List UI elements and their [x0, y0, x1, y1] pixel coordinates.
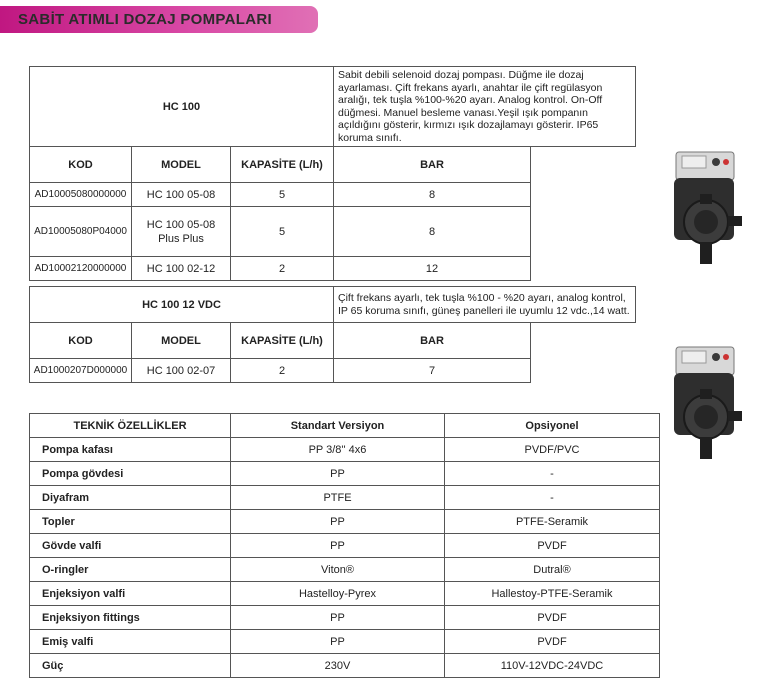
spec-optional: PVDF — [445, 606, 660, 630]
spec-label: Pompa gövdesi — [30, 462, 231, 486]
spec-label: Enjeksiyon valfi — [30, 582, 231, 606]
cell-kod: AD10002120000000 — [30, 257, 132, 281]
col-header-kapasite: KAPASİTE (L/h) — [231, 323, 334, 359]
spec-standard: 230V — [231, 654, 445, 678]
col-header-kod: KOD — [30, 323, 132, 359]
hc100-12vdc-table — [29, 286, 636, 383]
cell-kapasite: 2 — [231, 257, 334, 281]
cell-bar: 12 — [334, 257, 531, 281]
spec-optional: 110V-12VDC-24VDC — [445, 654, 660, 678]
product-name: HC 100 12 VDC — [30, 287, 334, 323]
spec-standard: Hastelloy-Pyrex — [231, 582, 445, 606]
cell-kapasite: 5 — [231, 207, 334, 257]
spec-optional: - — [445, 462, 660, 486]
cell-model: HC 100 02-12 — [132, 257, 231, 281]
table-row — [30, 438, 660, 462]
col-header-bar: BAR — [334, 147, 531, 183]
pump-photo-hc100 — [664, 150, 744, 272]
spec-standard: PP — [231, 606, 445, 630]
table-row — [30, 486, 660, 510]
cell-bar: 8 — [334, 183, 531, 207]
cell-bar: 7 — [334, 359, 531, 383]
spec-label: Güç — [30, 654, 231, 678]
spec-standard: PP — [231, 630, 445, 654]
table-row — [30, 257, 636, 281]
spec-standard: PP — [231, 462, 445, 486]
cell-bar: 8 — [334, 207, 531, 257]
spec-standard: PP — [231, 510, 445, 534]
technical-specs-table — [29, 413, 660, 678]
spec-optional: PVDF — [445, 534, 660, 558]
spec-optional: PTFE-Seramik — [445, 510, 660, 534]
section-title: SABİT ATIMLI DOZAJ POMPALARI — [18, 11, 272, 28]
table-row — [30, 183, 636, 207]
spec-standard: PP — [231, 534, 445, 558]
spec-label: Emiş valfi — [30, 630, 231, 654]
cell-model: HC 100 05-08 Plus Plus — [132, 207, 231, 257]
col-header-specs: TEKNİK ÖZELLİKLER — [30, 414, 231, 438]
col-header-optional: Opsiyonel — [445, 414, 660, 438]
spec-label: Gövde valfi — [30, 534, 231, 558]
spec-optional: Dutral® — [445, 558, 660, 582]
table-row — [30, 534, 660, 558]
table-row — [30, 462, 660, 486]
spec-optional: - — [445, 486, 660, 510]
col-header-kapasite: KAPASİTE (L/h) — [231, 147, 334, 183]
cell-model: HC 100 02-07 — [132, 359, 231, 383]
table-row — [30, 558, 660, 582]
spec-standard: PTFE — [231, 486, 445, 510]
cell-kod: AD10005080P04000 — [30, 207, 132, 257]
hc100-table — [29, 66, 636, 281]
spec-label: Enjeksiyon fittings — [30, 606, 231, 630]
spec-label: Diyafram — [30, 486, 231, 510]
table-row — [30, 654, 660, 678]
spec-label: Pompa kafası — [30, 438, 231, 462]
table-row — [30, 510, 660, 534]
cell-kapasite: 5 — [231, 183, 334, 207]
col-header-model: MODEL — [132, 323, 231, 359]
table-row — [30, 359, 636, 383]
spec-label: Topler — [30, 510, 231, 534]
spec-standard: PP 3/8'' 4x6 — [231, 438, 445, 462]
spec-standard: Viton® — [231, 558, 445, 582]
section-banner — [0, 6, 318, 33]
table-row — [30, 630, 660, 654]
cell-kapasite: 2 — [231, 359, 334, 383]
spec-optional: PVDF — [445, 630, 660, 654]
pump-photo-hc100-12vdc — [664, 345, 744, 467]
cell-model: HC 100 05-08 — [132, 183, 231, 207]
col-header-standard: Standart Versiyon — [231, 414, 445, 438]
spec-label: O-ringler — [30, 558, 231, 582]
product-description: Sabit debili selenoid dozaj pompası. Düğme ile dozaj ayarlaması. Çift frekans ayarlı, anahtar ile çift regülasyon aralığı, tek tuşla %100-%20 ayarı. Analog kontrol. On-Off düğmesi. Manuel besleme vanası.Yeşil ışık pompanın açıldığını gösterir, kırmızı ışık dozajlamayı gösterir. IP65 koruma sınıfı. — [334, 67, 636, 147]
col-header-bar: BAR — [334, 323, 531, 359]
product-description: Çift frekans ayarlı, tek tuşla %100 - %20 ayarı, analog kontrol, IP 65 koruma sınıfı, güneş panelleri ile uyumlu 12 vdc.,14 watt. — [334, 287, 636, 323]
col-header-model: MODEL — [132, 147, 231, 183]
cell-kod: AD10005080000000 — [30, 183, 132, 207]
spec-optional: PVDF/PVC — [445, 438, 660, 462]
spec-optional: Hallestoy-PTFE-Seramik — [445, 582, 660, 606]
table-row — [30, 606, 660, 630]
cell-kod: AD1000207D000000 — [30, 359, 132, 383]
table-row — [30, 207, 636, 257]
table-row — [30, 582, 660, 606]
product-name: HC 100 — [30, 67, 334, 147]
col-header-kod: KOD — [30, 147, 132, 183]
